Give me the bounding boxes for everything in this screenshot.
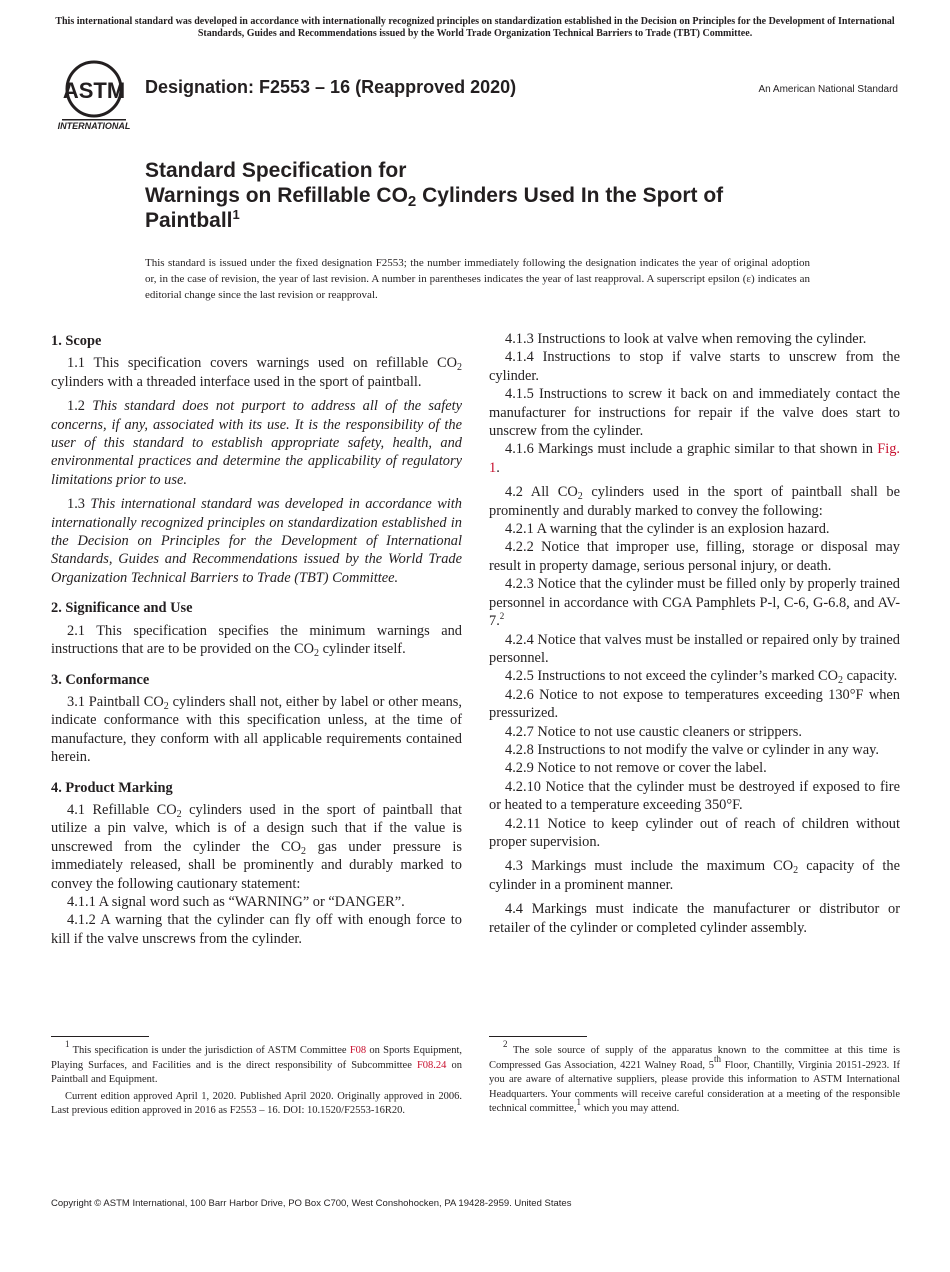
title-line-3: Paintball$^1$ [145, 207, 240, 232]
section-1-heading: 1. Scope [51, 333, 102, 349]
para-4-2-7: 4.2.7 Notice to not use caustic cleaners or strippers. [505, 723, 802, 740]
section-3-heading: 3. Conformance [51, 671, 150, 688]
title-line-1: Standard Specification for [145, 159, 407, 182]
para-4-1-6: 4.1.6 Markings must include a graphic similar to that shown in Fig. 1. [489, 441, 900, 476]
logo-text-international: INTERNATIONAL [57, 121, 131, 131]
para-4-2-10: 4.2.10 Notice that the cylinder must be destroyed if exposed to fire or heated to a temperature exceeding 350°F. [489, 778, 900, 814]
section-4-heading: 4. Product Marking [51, 779, 173, 796]
para-4-2-9: 4.2.9 Notice to not remove or cover the label. [505, 760, 767, 777]
footnote-1: $^1$ This specification is under the jurisdiction of ASTM Committee F08 on Sports Equipment, Playing Surfaces, and Facilities and is the direct responsibility of Subcommittee F08.24 on Paintball and Equipment. [51, 1039, 462, 1086]
logo-text-astm: ASTM [62, 78, 126, 103]
designation: Designation: F2553 – 16 (Reapproved 2020) [145, 77, 517, 97]
para-1-3: 1.3 This international standard was developed in accordance with internationally recognized principles on standardization established in the Decision on Principles for the Development of International Standards, Guides and Recommendations issued by the World Trade Organization Technical Barriers to Trade (TBT) Committee. [51, 496, 462, 586]
astm-logo [54, 58, 134, 132]
left-column [51, 330, 462, 948]
committee-f08-link[interactable]: F08 [349, 1045, 367, 1056]
top-notice: This international standard was developed in accordance with internationally recognized principles on standardization established in the Decision on Principles for the Development of International Standards, Guides and Recommendations issued by the World Trade Organization Technical Barriers to Trade (TBT) Committee. [55, 16, 895, 39]
para-3-1: 3.1 Paintball $CO_2$ cylinders shall not, either by label or other means, indicate conformance with this specification unless, at the time of manufacture, they conform with all applicable requirements contained herein. [51, 693, 462, 766]
para-4-1: 4.1 Refillable $CO_2$ cylinders used in the sport of paintball that utilize a pin valve, which is of a design such that if the value is unscrewed from the cylinder the $CO_2$ gas under pressure is immediately released, shall be prominently and durably marked to convey the following cautionary statement: [51, 801, 463, 892]
para-4-2-8: 4.2.8 Instructions to not modify the valve or cylinder in any way. [505, 741, 879, 758]
para-4-2-5: 4.2.5 Instructions to not exceed the cylinder’s marked $CO_2$ capacity. [505, 668, 898, 687]
para-4-2-11: 4.2.11 Notice to keep cylinder out of reach of children without proper supervision. [489, 815, 900, 850]
para-4-1-1: 4.1.1 A signal word such as “WARNING” or “DANGER”. [67, 893, 405, 910]
footnote-1-edition: Current edition approved April 1, 2020. Published April 2020. Originally approved in 2006. Last previous edition approved in 2016 as F2553 – 16. DOI: 10.1520/F2553-16R20. [51, 1090, 462, 1117]
para-1-2: 1.2 This standard does not purport to address all of the safety concerns, if any, associated with its use. It is the responsibility of the user of this standard to establish appropriate safety, health, and environmental practices and determine the applicability of regulatory limitations prior to use. [51, 398, 462, 488]
right-column [489, 330, 900, 937]
para-1-1: 1.1 This specification covers warnings used on refillable $CO_2$ cylinders with a threaded interface used in the sport of paintball. [51, 355, 462, 390]
para-4-2-2: 4.2.2 Notice that improper use, filling, storage or disposal may result in property damage, serious personal injury, or death. [489, 539, 900, 574]
para-4-2: 4.2 All $CO_2$ cylinders used in the sport of paintball shall be prominently and durably marked to convey the following: [489, 484, 900, 519]
para-4-1-4: 4.1.4 Instructions to stop if valve starts to unscrew from the cylinder. [489, 349, 900, 384]
section-2-heading: 2. Significance and Use [51, 600, 193, 617]
footnote-2: $^2$ The sole source of supply of the apparatus known to the committee at this time is Compressed Gas Association, 4221 Walney Road, 5th Floor, Chantilly, Virginia 20151-2923. If you are aware of alternative suppliers, please provide this information to ASTM International Headquarters. Your comments will receive careful consideration at a meeting of the responsible technical committee,$^1$ which you may attend. [489, 1039, 900, 1115]
para-4-2-4: 4.2.4 Notice that valves must be installed or repaired only by trained personnel. [489, 631, 900, 666]
para-4-1-3: 4.1.3 Instructions to look at valve when removing the cylinder. [505, 331, 867, 347]
para-4-1-2: 4.1.2 A warning that the cylinder can fly off with enough force to kill if the valve unscrews from the cylinder. [51, 912, 462, 947]
footnotes-left [51, 1039, 462, 1121]
footnotes-right [489, 1039, 900, 1119]
para-4-1-5: 4.1.5 Instructions to screw it back on and immediately contact the manufacturer for instructions for repair if the valve does start to unscrew from the cylinder. [489, 386, 900, 440]
subcommittee-f08-24-link[interactable]: F08.24 [416, 1059, 447, 1071]
title-line-2: Warnings on Refillable $CO_2$ Cylinders Used In the Sport of [145, 184, 724, 210]
para-4-4: 4.4 Markings must indicate the manufacturer or distributor or retailer of the cylinder or completed cylinder assembly. [489, 901, 900, 936]
footnote-divider-left [51, 1036, 149, 1037]
para-4-2-1: 4.2.1 A warning that the cylinder is an explosion hazard. [505, 521, 830, 538]
figure-1-link[interactable]: Fig. 1 [489, 441, 900, 476]
copyright-footer: Copyright © ASTM International, 100 Barr Harbor Drive, PO Box C700, West Conshohocken, PA 19428-2959. United States [51, 1198, 572, 1209]
issue-note: This standard is issued under the fixed designation F2553; the number immediately following the designation indicates the year of original adoption or, in the case of revision, the year of last revision. A number in parentheses indicates the year of last reapproval. A superscript epsilon (ε) indicates an editorial change since the last revision or reapproval. [145, 257, 810, 301]
para-4-2-3: 4.2.3 Notice that the cylinder must be filled only by properly trained personnel in accordance with CGA Pamphlets P-l, C-6, G-6.8, and AV-7.$^2$ [489, 576, 900, 630]
footnote-divider-right [489, 1036, 587, 1037]
para-4-3: 4.3 Markings must include the maximum $CO_2$ capacity of the cylinder in a prominent manner. [489, 858, 900, 893]
para-2-1: 2.1 This specification specifies the minimum warnings and instructions that are to be provided on the $CO_2$ cylinder itself. [51, 622, 462, 660]
national-standard-label: An American National Standard [758, 84, 898, 95]
document-title [145, 158, 845, 233]
para-4-2-6: 4.2.6 Notice to not expose to temperatures exceeding 130°F when pressurized. [489, 686, 900, 722]
